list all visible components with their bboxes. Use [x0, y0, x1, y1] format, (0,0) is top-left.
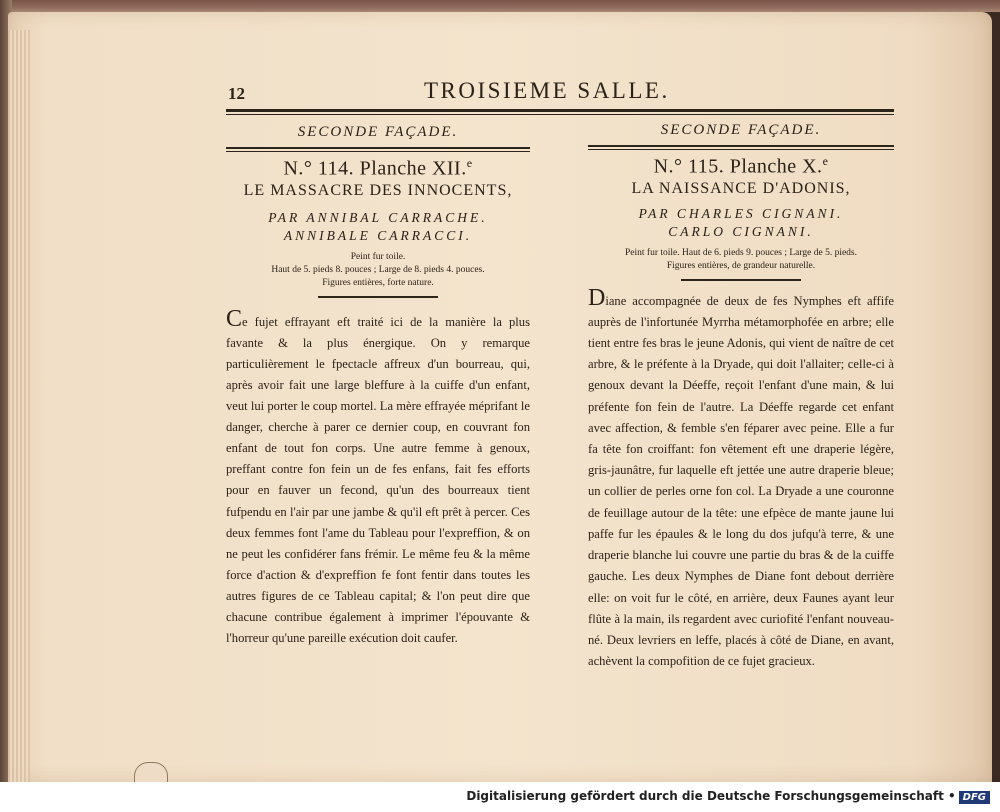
digitization-credit: [0, 789, 1000, 804]
plate-sup: e: [466, 156, 473, 170]
artist-name-french: PAR CHARLES CIGNANI.: [638, 205, 844, 221]
details-rule: [681, 279, 801, 281]
description-text: [226, 305, 530, 650]
artist-name-french: PAR ANNIBAL CARRACHE.: [268, 209, 488, 225]
artist-block: [588, 205, 894, 241]
plate-numeral: XII.: [431, 157, 467, 180]
work-title: LE MASSACRE DES INNOCENTS,: [243, 181, 513, 199]
page-edges: [8, 30, 30, 782]
plate-numeral: X.: [802, 155, 823, 178]
right-column: [588, 118, 894, 672]
medium-dimensions: Peint fur toile. Haut de 6. pieds 9. pouces ; Large de 5. pieds.: [625, 247, 857, 258]
book-cover-top: [0, 0, 1000, 12]
page-title: TROISIEME SALLE.: [424, 78, 670, 103]
description-body: iane accompagnée de deux de fes Nymphes eft affife auprès de l'infortunée Myrrha métamorphofée en arbre; elle tient entre fes bras le jeune Adonis, qui vient de naître de cet arbre, & le préfente à la Dryade, qui doit l'allaiter; celle-ci à genoux devant la Déeffe, reçoit l'enfant d'une main, & lui préfente fon fein de l'autre. La Déeffe regarde cet enfant avec affection, & femble s'en féparer avec peine. Elle a fur fa tête fon croiffant: fon vêtement eft une draperie légère, gris-jaunâtre, fur laquelle eft jettée une autre draperie bleue; un collier de perles orne fon col. La Dryade a une couronne de feuillage autour de la tête: une efpèce de mante jaune lui paffe fur les épaules & le long du dos jufqu'à terre, & une draperie blanche lui couvre une partie du bras & de la cuiffe gauche. Les deux Nymphes de Diane font debout derrière elle: on voit fur le côté, en arrière, deux Faunes ayant leur flûte à la main, ils regardent avec curiofité l'enfant nouveau-né. Deux levriers en leffe, placés à côté de Diane, en avant, achèvent la compofition de ce fujet gracieux.: [588, 293, 894, 669]
painting-details: [588, 247, 894, 273]
work-title: LA NAISSANCE D'ADONIS,: [631, 179, 851, 197]
section-heading: SECONDE FAÇADE.: [660, 122, 822, 138]
painting-details: [226, 251, 530, 290]
drop-cap: C: [226, 305, 243, 332]
artist-name-italian: ANNIBALE CARRACCI.: [283, 227, 473, 243]
description-text: [588, 284, 894, 673]
section-heading: SECONDE FAÇADE.: [297, 124, 459, 140]
section-rule-thin: [226, 151, 530, 152]
drop-cap: D: [588, 284, 606, 311]
header-rule-thin: [226, 114, 894, 115]
plate-sup: e: [822, 154, 829, 168]
artist-name-italian: CARLO CIGNANI.: [668, 223, 814, 239]
dimensions: Haut de 5. pieds 8. pouces ; Large de 8. pieds 4. pouces.: [271, 264, 485, 275]
header-rule: [226, 109, 894, 112]
plate-number: N.° 114.: [283, 157, 355, 180]
plate-heading: [588, 154, 894, 179]
figures: Figures entières, de grandeur naturelle.: [666, 260, 816, 271]
figures: Figures entières, forte nature.: [322, 277, 434, 288]
credit-text: Digitalisierung gefördert durch die Deutsche Forschungsgemeinschaft •: [466, 789, 956, 803]
page-number: 12: [228, 84, 245, 103]
plate-label: Planche: [359, 157, 427, 180]
description-body: e fujet effrayant eft traité ici de la manière la plus favante & la plus énergique. On y remarque particulièrement le fpectacle affreux d'un bourreau, qui, après avoir fait une large bleffure à la cuiffe d'un enfant, veut lui porter le coup mortel. La mère effrayée méprifant le danger, cherche à parer ce dernier coup, en couvrant fon enfant de tout fon corps. Une autre femme à genoux, preffant contre fon fein un de fes enfans, fait fes efforts pour en fauver un fecond, qu'un des bourreaux tient fufpendu en l'air par une jambe & qu'il eft prêt à percer. Ces deux femmes font l'ame du Tableau pour l'expreffion, & on ne peut les confidérer fans frémir. Le même feu & la même force d'action & d'expreffion fe font fentir dans toutes les autres figures de ce Tableau capital; & l'on peut dire que chacune contribue également à imprimer l'épouvante & l'horreur qu'une pareille exécution doit caufer.: [226, 314, 530, 646]
artist-block: [226, 209, 530, 245]
section-rule-thin: [588, 149, 894, 150]
medium: Peint fur toile.: [350, 251, 406, 262]
plate-heading: [226, 156, 530, 181]
dfg-logo: DFG: [959, 791, 990, 804]
details-rule: [318, 296, 438, 298]
plate-label: Planche: [729, 155, 797, 178]
page-tab: [134, 762, 168, 783]
plate-number: N.° 115.: [653, 155, 725, 178]
section-rule: [226, 147, 530, 149]
left-column: [226, 118, 530, 649]
section-rule: [588, 145, 894, 147]
